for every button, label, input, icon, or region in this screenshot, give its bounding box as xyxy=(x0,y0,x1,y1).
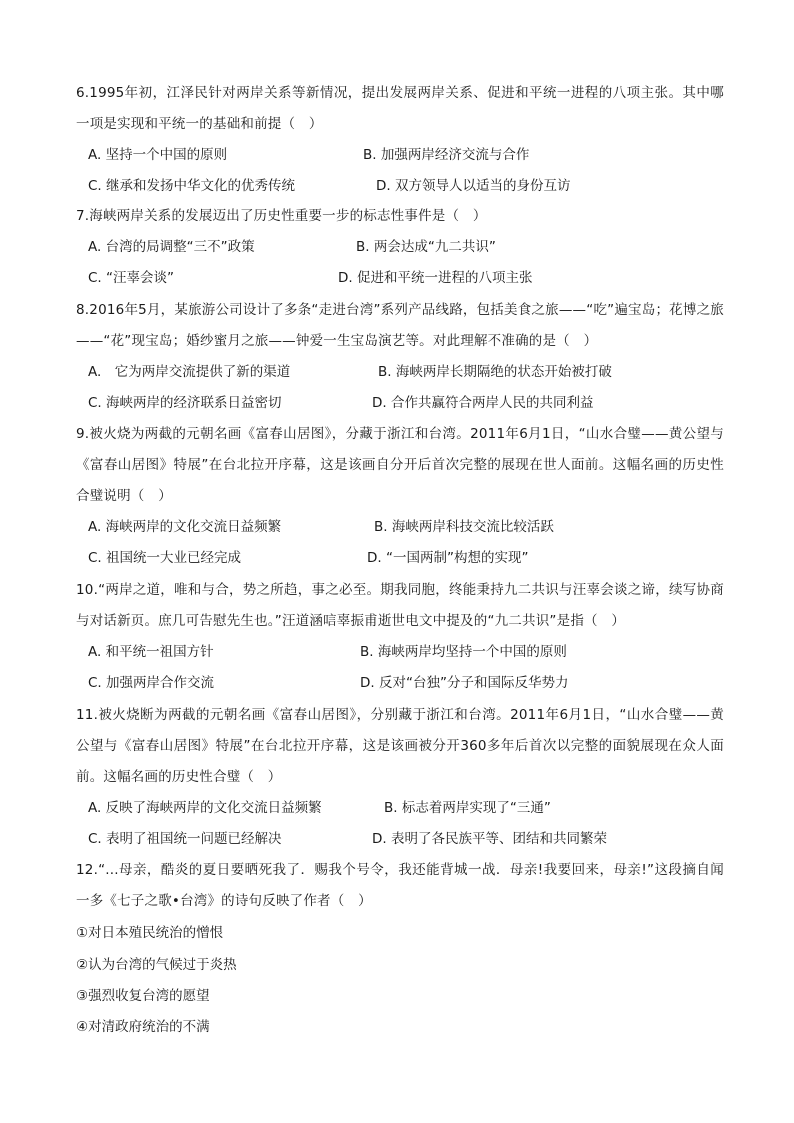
options-row xyxy=(76,512,724,543)
question-8 xyxy=(76,295,724,419)
options-row xyxy=(76,357,724,388)
option-a[interactable]: A. 和平统一祖国方针 xyxy=(88,644,214,660)
question-11 xyxy=(76,700,724,855)
option-d[interactable]: D. 促进和平统一进程的八项主张 xyxy=(338,270,533,286)
question-7 xyxy=(76,201,724,294)
option-a[interactable]: A. 它为两岸交流提供了新的渠道 xyxy=(88,364,291,380)
option-d[interactable]: D. 反对“台独”分子和国际反华势力 xyxy=(360,675,569,691)
option-c[interactable]: C. 加强两岸合作交流 xyxy=(88,675,215,691)
options-row xyxy=(76,263,724,294)
options-row xyxy=(76,824,724,855)
sub-item-2[interactable]: ②认为台湾的气候过于炎热 xyxy=(76,957,237,973)
sub-item-4[interactable]: ④对清政府统治的不满 xyxy=(76,1019,210,1035)
option-c[interactable]: C. 海峡两岸的经济联系日益密切 xyxy=(88,395,282,411)
option-a[interactable]: A. 海峡两岸的文化交流日益频繁 xyxy=(88,519,282,535)
option-b[interactable]: B. 海峡两岸科技交流比较活跃 xyxy=(374,519,554,535)
sub-item-3[interactable]: ③强烈收复台湾的愿望 xyxy=(76,988,210,1004)
option-b[interactable]: B. 标志着两岸实现了“三通” xyxy=(384,800,551,816)
option-d[interactable]: D. 表明了各民族平等、团结和共同繁荣 xyxy=(372,831,607,847)
option-c[interactable]: C. “汪辜会谈” xyxy=(88,270,174,286)
option-d[interactable]: D. 双方领导人以适当的身份互访 xyxy=(376,178,571,194)
sub-item-1[interactable]: ①对日本殖民统治的憎恨 xyxy=(76,925,224,941)
options-row xyxy=(76,140,724,171)
question-stem: 10.“两岸之道，唯和与合，势之所趋，事之必至。期我同胞，终能秉持九二共识与汪辜会谈之谛，续写协商与对话新页。庶几可告慰先生也。”汪道涵唁辜振甫逝世电文中提及的“九二共识”是指（ ） xyxy=(76,582,724,629)
question-10 xyxy=(76,575,724,699)
options-row xyxy=(76,388,724,419)
option-b[interactable]: B. 两会达成“九二共识” xyxy=(356,239,496,255)
option-d[interactable]: D. “一国两制”构想的实现” xyxy=(367,550,529,566)
option-b[interactable]: B. 海峡两岸均坚持一个中国的原则 xyxy=(360,644,567,660)
option-d[interactable]: D. 合作共赢符合两岸人民的共同利益 xyxy=(372,395,594,411)
question-stem: 12.“...母亲，酷炎的夏日要晒死我了．赐我个号令，我还能背城一战．母亲!我要回来，母亲!”这段摘自闻一多《七子之歌•台湾》的诗句反映了作者（ ） xyxy=(76,862,724,909)
options-row xyxy=(76,171,724,202)
option-c[interactable]: C. 表明了祖国统一问题已经解决 xyxy=(88,831,282,847)
option-c[interactable]: C. 继承和发扬中华文化的优秀传统 xyxy=(88,178,296,194)
options-row xyxy=(76,543,724,574)
question-6 xyxy=(76,78,724,202)
option-a[interactable]: A. 坚持一个中国的原则 xyxy=(88,147,228,163)
options-row xyxy=(76,637,724,668)
question-stem: 9.被火烧为两截的元朝名画《富春山居图》，分藏于浙江和台湾。2011年6月1日，“山水合璧——黄公望与《富春山居图》特展”在台北拉开序幕，这是该画自分开后首次完整的展现在世人面前。这幅名画的历史性合璧说明（ ） xyxy=(76,426,724,504)
question-stem: 6.1995年初，江泽民针对两岸关系等新情况，提出发展两岸关系、促进和平统一进程的八项主张。其中哪一项是实现和平统一的基础和前提（ ） xyxy=(76,85,724,132)
option-b[interactable]: B. 加强两岸经济交流与合作 xyxy=(363,147,530,163)
options-row xyxy=(76,668,724,699)
option-a[interactable]: A. 反映了海峡两岸的文化交流日益频繁 xyxy=(88,800,322,816)
options-row xyxy=(76,793,724,824)
option-c[interactable]: C. 祖国统一大业已经完成 xyxy=(88,550,242,566)
question-9 xyxy=(76,419,724,574)
option-b[interactable]: B. 海峡两岸长期隔绝的状态开始被打破 xyxy=(378,364,612,380)
question-stem: 7.海峡两岸关系的发展迈出了历史性重要一步的标志性事件是（ ） xyxy=(76,208,487,224)
question-12 xyxy=(76,855,724,917)
options-row xyxy=(76,232,724,263)
option-a[interactable]: A. 台湾的局调整“三不”政策 xyxy=(88,239,255,255)
question-stem: 8.2016年5月，某旅游公司设计了多条“走进台湾”系列产品线路，包括美食之旅——“吃”遍宝岛；花博之旅——“花”现宝岛；婚纱蜜月之旅——钟爱一生宝岛演艺等。对此理解不准确的是（ ） xyxy=(76,302,724,349)
question-stem: 11.被火烧断为两截的元朝名画《富春山居图》，分别藏于浙江和台湾。2011年6月1日，“山水合璧——黄公望与《富春山居图》特展”在台北拉开序幕，这是该画被分开360多年后首次以完整的面貌展现在众人面前。这幅名画的历史性合璧（ ） xyxy=(76,707,724,785)
